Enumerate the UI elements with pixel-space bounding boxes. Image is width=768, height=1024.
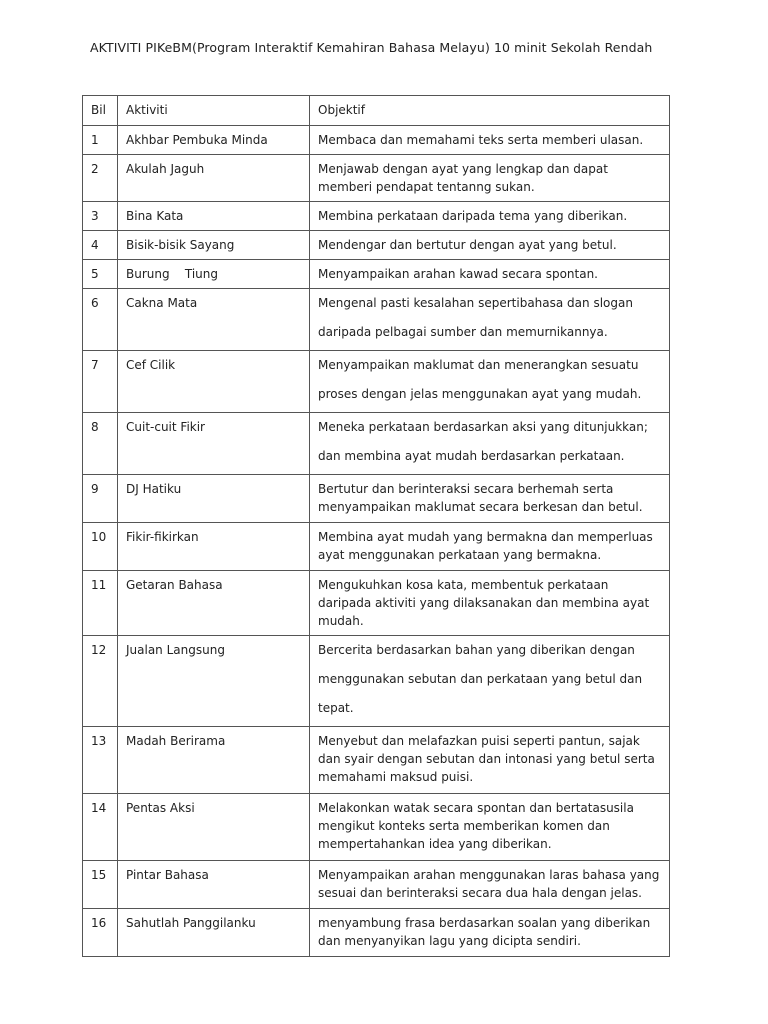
document-title: AKTIVITI PIKeBM(Program Interaktif Kemahiran Bahasa Melayu) 10 minit Sekolah Rendah [90,40,653,55]
row-number: 3 [83,202,118,231]
table-row [83,636,670,727]
activities-table [82,95,670,957]
table-row [83,351,670,413]
row-number: 16 [83,909,118,957]
activity-name: Sahutlah Panggilanku [118,909,310,957]
table-row [83,413,670,475]
table-row [83,794,670,861]
table-row [83,475,670,523]
activity-name: DJ Hatiku [118,475,310,523]
activity-objective: Membina perkataan daripada tema yang diberikan. [310,202,670,231]
table-row [83,155,670,202]
header-bil: Bil [83,96,118,126]
activity-objective: Bercerita berdasarkan bahan yang diberikan dengan menggunakan sebutan dan perkataan yang betul dan tepat. [310,636,670,727]
row-number: 8 [83,413,118,475]
activity-name: Bisik-bisik Sayang [118,231,310,260]
activity-objective: Menyebut dan melafazkan puisi seperti pantun, sajak dan syair dengan sebutan dan intonasi yang betul serta memahami maksud puisi. [310,727,670,794]
activity-name: Jualan Langsung [118,636,310,727]
row-number: 6 [83,289,118,351]
activity-name: Pintar Bahasa [118,861,310,909]
activity-name: Akhbar Pembuka Minda [118,126,310,155]
row-number: 4 [83,231,118,260]
row-number: 11 [83,571,118,636]
activity-objective: Mengenal pasti kesalahan sepertibahasa dan slogan daripada pelbagai sumber dan memurnikannya. [310,289,670,351]
table-row [83,571,670,636]
activity-name: Pentas Aksi [118,794,310,861]
header-aktiviti: Aktiviti [118,96,310,126]
row-number: 13 [83,727,118,794]
row-number: 7 [83,351,118,413]
activity-objective: Meneka perkataan berdasarkan aksi yang ditunjukkan; dan membina ayat mudah berdasarkan perkataan. [310,413,670,475]
activity-name: Burung Tiung [118,260,310,289]
activity-objective: Menyampaikan arahan kawad secara spontan. [310,260,670,289]
row-number: 5 [83,260,118,289]
table-row [83,126,670,155]
activity-objective: Mengukuhkan kosa kata, membentuk perkataan daripada aktiviti yang dilaksanakan dan membina ayat mudah. [310,571,670,636]
activity-objective: Membina ayat mudah yang bermakna dan memperluas ayat menggunakan perkataan yang bermakna. [310,523,670,571]
table-row [83,202,670,231]
activity-name: Madah Berirama [118,727,310,794]
table-row [83,260,670,289]
table-row [83,231,670,260]
activity-name: Bina Kata [118,202,310,231]
activity-objective: Menyampaikan arahan menggunakan laras bahasa yang sesuai dan berinteraksi secara dua hala dengan jelas. [310,861,670,909]
activity-name: Getaran Bahasa [118,571,310,636]
row-number: 14 [83,794,118,861]
activity-name: Cuit-cuit Fikir [118,413,310,475]
activity-name: Fikir-fikirkan [118,523,310,571]
table-row [83,727,670,794]
table-row [83,861,670,909]
row-number: 9 [83,475,118,523]
activity-objective: Bertutur dan berinteraksi secara berhemah serta menyampaikan maklumat secara berkesan dan betul. [310,475,670,523]
activity-objective: Menyampaikan maklumat dan menerangkan sesuatu proses dengan jelas menggunakan ayat yang mudah. [310,351,670,413]
row-number: 12 [83,636,118,727]
header-objektif: Objektif [310,96,670,126]
row-number: 2 [83,155,118,202]
table-row [83,289,670,351]
table-row [83,523,670,571]
table-header-row [83,96,670,126]
activity-objective: Melakonkan watak secara spontan dan bertatasusila mengikut konteks serta memberikan komen dan mempertahankan idea yang diberikan. [310,794,670,861]
activity-objective: Mendengar dan bertutur dengan ayat yang betul. [310,231,670,260]
row-number: 15 [83,861,118,909]
row-number: 1 [83,126,118,155]
activity-name: Cef Cilik [118,351,310,413]
activity-name: Akulah Jaguh [118,155,310,202]
activity-objective: Menjawab dengan ayat yang lengkap dan dapat memberi pendapat tentanng sukan. [310,155,670,202]
table-row [83,909,670,957]
activity-objective: Membaca dan memahami teks serta memberi ulasan. [310,126,670,155]
row-number: 10 [83,523,118,571]
activity-name: Cakna Mata [118,289,310,351]
activity-objective: menyambung frasa berdasarkan soalan yang diberikan dan menyanyikan lagu yang dicipta sendiri. [310,909,670,957]
